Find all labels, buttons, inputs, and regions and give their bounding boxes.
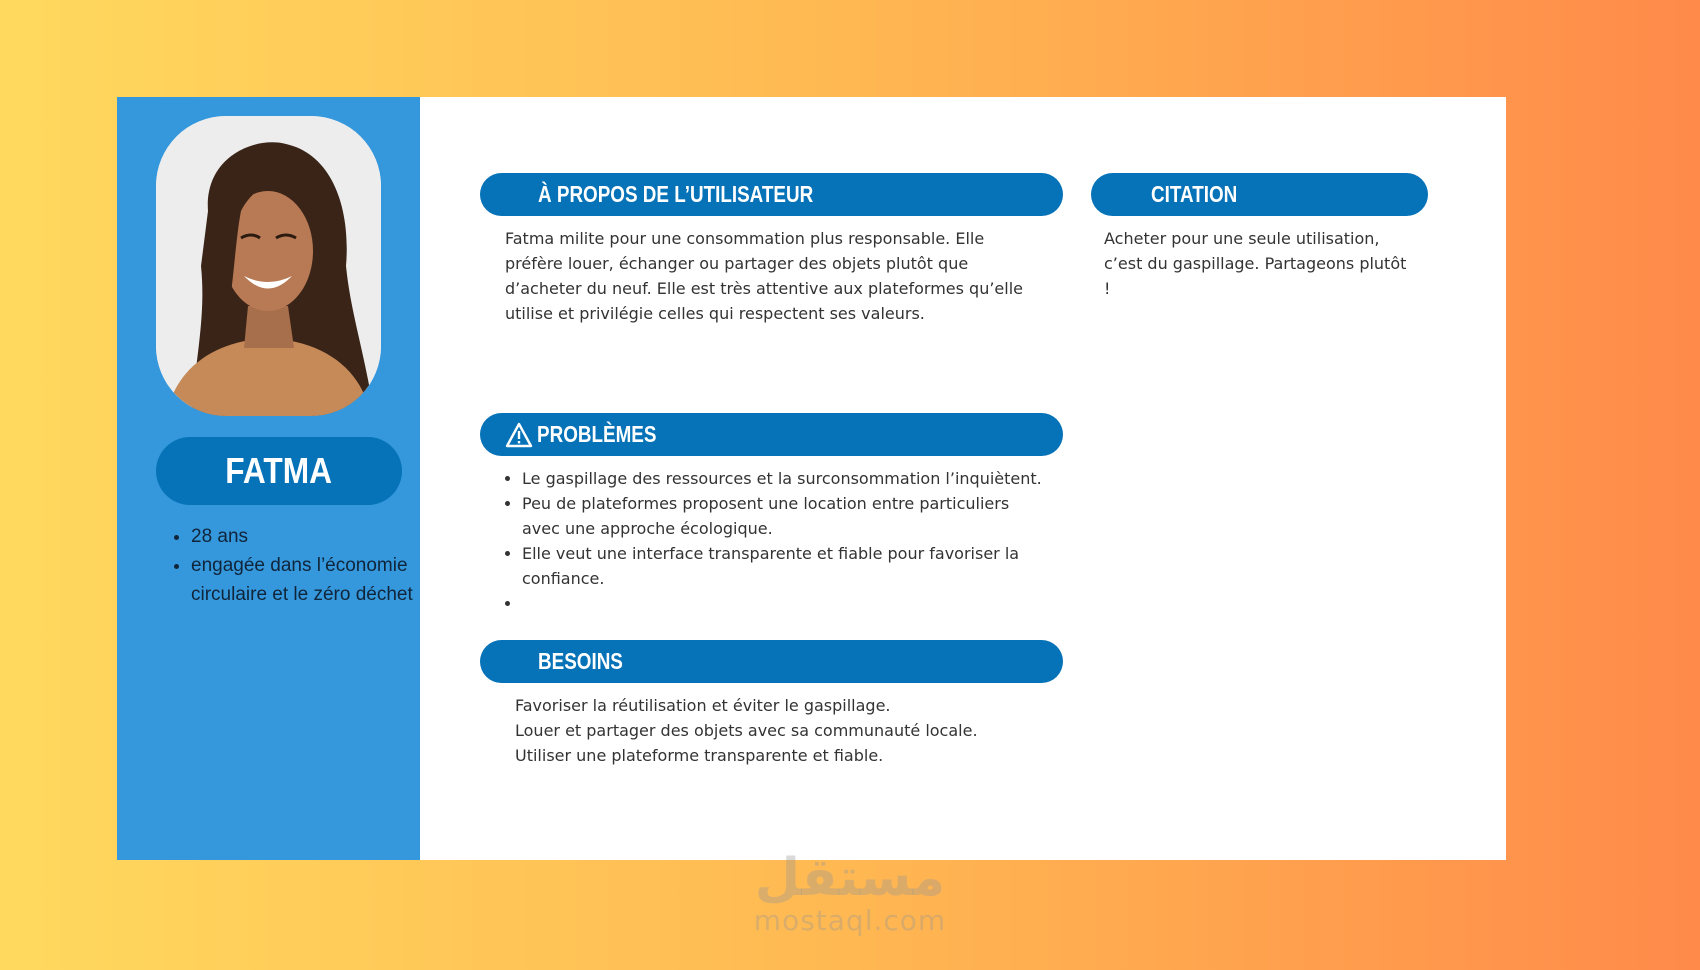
problems-header: [480, 413, 1063, 456]
problems-title: PROBLÈMES: [537, 421, 657, 447]
about-header: [480, 173, 1063, 216]
quote-text: Acheter pour une seule utilisation, c’est du gaspillage. Partageons plutôt !: [1104, 229, 1407, 298]
need-line: Louer et partager des objets avec sa communauté locale.: [515, 721, 978, 740]
need-line: Utiliser une plateforme transparente et fiable.: [515, 746, 884, 765]
about-title: À PROPOS DE L’UTILISATEUR: [538, 181, 814, 207]
watermark-arabic: مستقل: [754, 848, 946, 908]
watermark: [700, 850, 1000, 936]
watermark-latin: mostaql.com: [753, 904, 947, 937]
quote-header: [1091, 173, 1428, 216]
problem-item: [522, 591, 1042, 616]
needs-text: [515, 693, 1035, 768]
problem-item: • Peu de plateformes proposent une location entre particuliers avec une approche écologique.: [522, 491, 1042, 541]
persona-name-badge: [156, 437, 402, 505]
needs-title: BESOINS: [538, 648, 623, 674]
problem-item: • Elle veut une interface transparente et fiable pour favoriser la confiance.: [522, 541, 1042, 591]
quote-title: CITATION: [1151, 181, 1238, 207]
persona-photo: [156, 116, 381, 416]
persona-sidebar: [117, 97, 420, 860]
need-line: Favoriser la réutilisation et éviter le gaspillage.: [515, 696, 891, 715]
persona-engagement: • engagée dans l’économie circulaire et le zéro déchet: [191, 551, 431, 609]
persona-age: • 28 ans: [191, 522, 431, 551]
warning-icon: [505, 422, 533, 448]
persona-card: [117, 97, 1506, 860]
problem-item: • Le gaspillage des ressources et la surconsommation l’inquiètent.: [522, 466, 1042, 491]
about-text: Fatma milite pour une consommation plus responsable. Elle préfère louer, échanger ou partager des objets plutôt que d’acheter du neuf. Elle est très attentive aux plateformes qu’elle utilise et privilégie celles qui respectent ses valeurs.: [505, 229, 1023, 323]
persona-name: FATMA: [225, 450, 333, 491]
needs-header: [480, 640, 1063, 683]
persona-details: [159, 522, 431, 609]
problems-list: [505, 466, 1042, 616]
